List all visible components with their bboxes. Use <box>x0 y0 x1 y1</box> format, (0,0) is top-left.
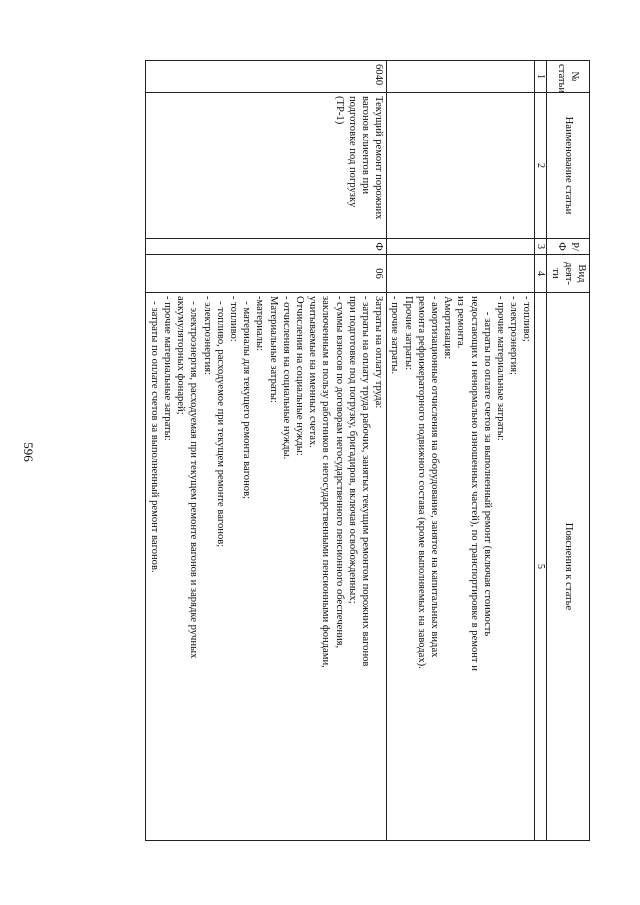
item-activity-type: 06 <box>146 255 387 293</box>
text-line: - затраты по оплате счетов за выполненный ремонт вагонов. <box>148 296 160 573</box>
table-row <box>146 61 387 841</box>
text-line: из ремонта. <box>455 296 467 349</box>
text-line: недостающих и ненормально изношенных частей), по транспортировке в ремонт и <box>468 296 480 671</box>
header-rf: Р/ Ф <box>547 239 590 255</box>
text-line: - отчисления на социальные нужды. <box>280 296 292 460</box>
text-line: Затраты на оплату труда: <box>373 296 385 409</box>
text-line: - амортизационные отчисления на оборудование, занятое на капитальных видах <box>428 296 440 658</box>
text-line: - затраты по оплате счетов за выполненный ремонт (включая стоимость <box>481 296 493 637</box>
text-line: - прочие материальные затраты: <box>494 296 506 441</box>
column-number-row <box>535 61 547 841</box>
header-activity-type: Вид деят-ти <box>547 255 590 293</box>
text-line: аккумуляторных фонарей; <box>175 296 187 415</box>
text-line: при подготовке под погрузку, бригадиров, включая освобожденных; <box>346 296 358 604</box>
text-line: - затраты на оплату труда рабочих, занятых текущим ремонтом порожних вагонов <box>359 296 371 667</box>
header-explanation: Пояснения к статье <box>547 293 590 841</box>
item-name: Текущий ремонт порожних вагонов клиентов при подготовке под погрузку (ТР-1) <box>146 93 387 239</box>
text-line: - суммы взносов по договорам негосударственного пенсионного обеспечения, <box>333 296 345 649</box>
text-line: - материалы для текущего ремонта вагонов; <box>241 296 253 500</box>
cost-items-table <box>146 60 591 841</box>
header-row <box>547 61 590 841</box>
continuation-row <box>387 61 535 841</box>
header-item-number: № статьи <box>547 61 590 93</box>
item-explanation <box>146 293 387 841</box>
item-number: 6040 <box>146 61 387 93</box>
text-line: -материалы: <box>254 296 266 352</box>
column-number: 3 <box>535 239 547 255</box>
continuation-explanation <box>387 293 535 841</box>
empty-cell <box>387 255 535 293</box>
column-number: 2 <box>535 93 547 239</box>
page-number: 596 <box>21 442 36 462</box>
text-line: заключенным в пользу работников с негосударственными пенсионными фондами, <box>320 296 332 668</box>
column-number: 1 <box>535 61 547 93</box>
empty-cell <box>387 239 535 255</box>
text-line: - топливо, расходуемое при текущем ремонте вагонов; <box>214 296 226 548</box>
column-number: 5 <box>535 293 547 841</box>
text-line: - топливо: <box>227 296 239 342</box>
text-line: - прочие материальные затраты: <box>161 296 173 441</box>
item-rf: Ф <box>146 239 387 255</box>
rotated-table-container <box>80 60 590 840</box>
text-line: - электроэнергия: <box>201 296 213 376</box>
text-line: Материальные затраты: <box>267 296 279 403</box>
text-line: - электроэнергия, расходуемая при текущем ремонте вагонов и зарядке ручных <box>188 296 200 659</box>
text-line: учитываемые на именных счетах. <box>307 296 319 448</box>
empty-cell <box>387 93 535 239</box>
text-line: - электроэнергия; <box>508 296 520 376</box>
text-line: - топливо; <box>521 296 533 342</box>
column-number: 4 <box>535 255 547 293</box>
header-item-name: Наименование статьи <box>547 93 590 239</box>
text-line: ремонта рефрижераторного подвижного состава (кроме выполняемых на заводах). <box>415 296 427 669</box>
text-line: - прочие затраты. <box>389 296 401 375</box>
empty-cell <box>387 61 535 93</box>
text-line: Отчисления на социальные нужды: <box>293 296 305 456</box>
text-line: Амортизация: <box>442 296 454 360</box>
text-line: Прочие затраты: <box>402 296 414 371</box>
